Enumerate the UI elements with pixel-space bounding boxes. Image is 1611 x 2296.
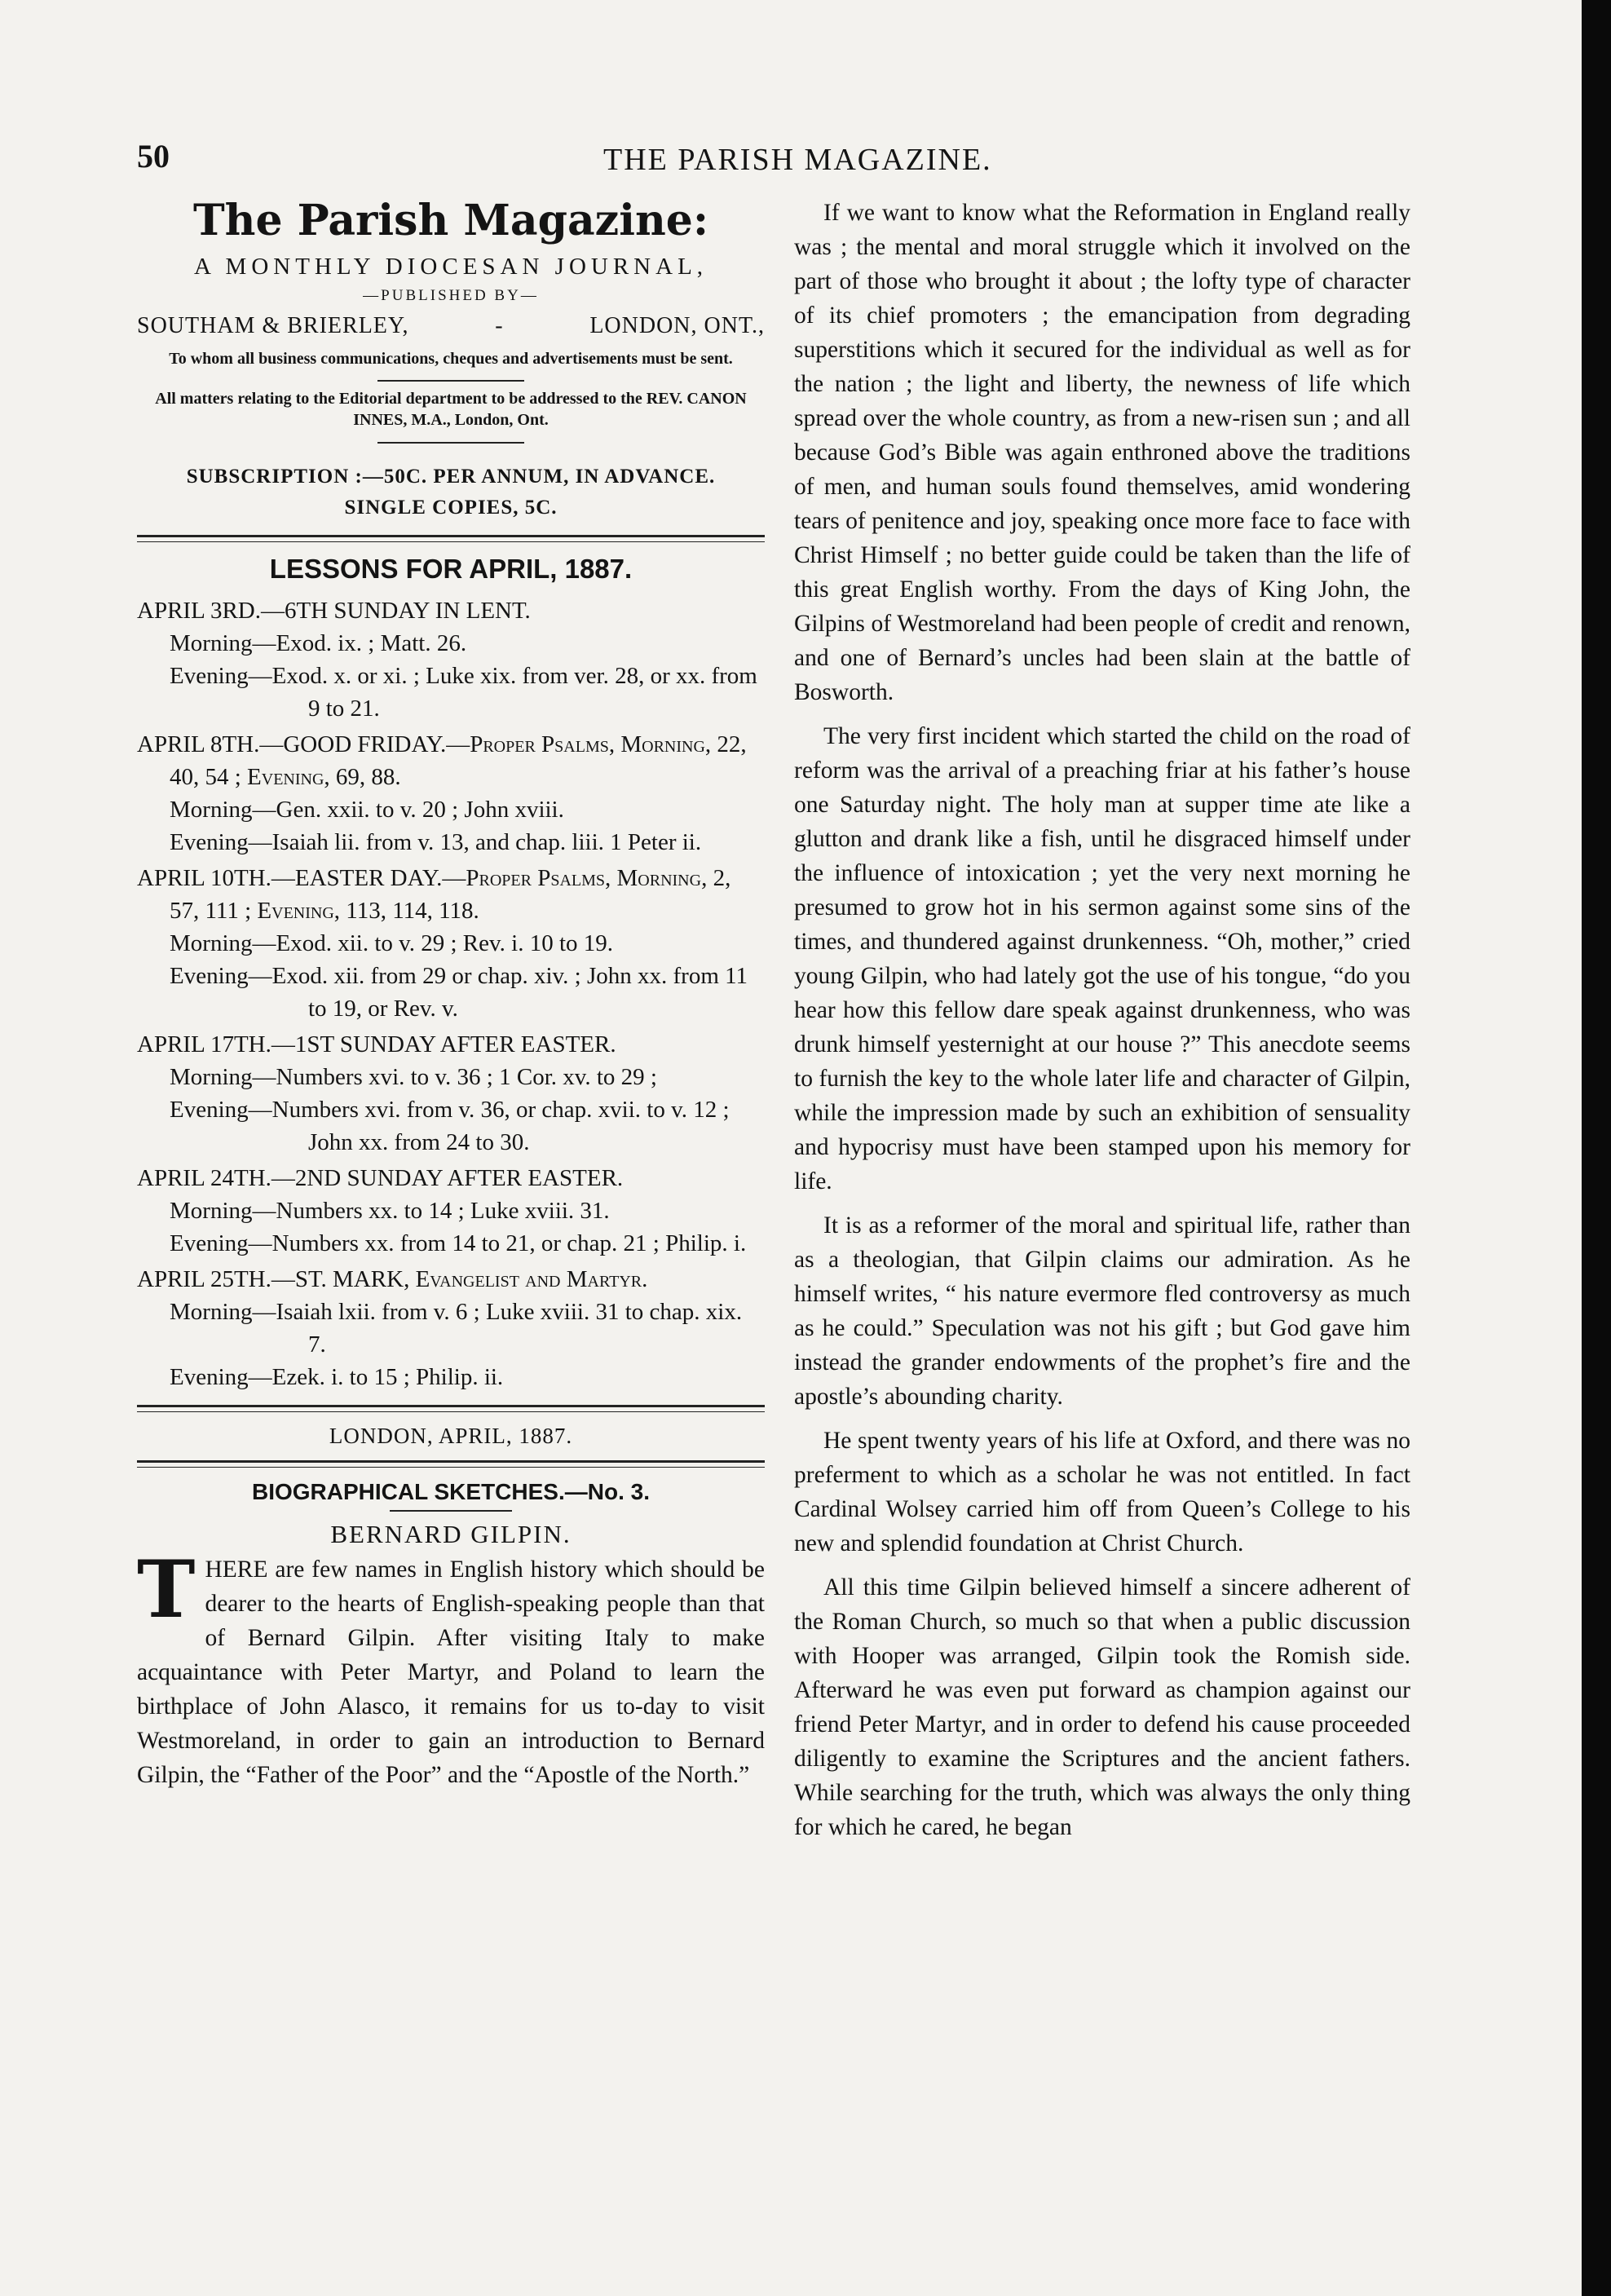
article-paragraph: He spent twenty years of his life at Oxford, and there was no preferment to which as a scholar he was not entitled. In fact Cardinal Wolsey carried him off from Queen’s College to his new and splendid foundation at Christ Church.	[794, 1428, 1410, 1556]
left-column	[137, 196, 765, 1792]
lesson-reading: Evening—Isaiah lii. from v. 13, and chap. liii. 1 Peter ii.	[170, 829, 702, 855]
lesson-reading: Evening—Numbers xvi. from v. 36, or chap. xvii. to v. 12 ; John xx. from 24 to 30.	[170, 1097, 730, 1155]
lessons-list	[137, 594, 765, 1393]
published-by: —PUBLISHED BY—	[363, 287, 539, 304]
lesson-entry	[137, 1162, 765, 1260]
article-paragraph: All this time Gilpin believed himself a sincere adherent of the Roman Church, so much so that when a public discussion with Hooper was arranged, Gilpin took the Romish side. Afterward he was even put forward as champion against our friend Peter Martyr, and in order to defend his cause proceeded diligently to examine the Scriptures and the ancient fathers. While searching for the truth, which was always the only thing for which he cared, he began	[794, 1574, 1410, 1840]
editorial-note: All matters relating to the Editorial department to be addressed to the REV. CANON INNES, M.A., London, Ont.	[155, 390, 747, 429]
lesson-entry	[137, 728, 765, 859]
article-paragraph: It is as a reformer of the moral and spiritual life, rather than as a theologian, that Gilpin claims our admiration. As he himself writes, “ his nature evermore fled controversy as much as he could.” Speculation was not his gift ; but God gave him instead the grander endowments of the prophet’s fire and the apostle’s abounding charity.	[794, 1212, 1410, 1410]
double-rule	[137, 1460, 765, 1468]
dropcap-initial: T	[137, 1543, 196, 1636]
subscription-price: SUBSCRIPTION :—50C. PER ANNUM, IN ADVANCE.	[186, 466, 716, 488]
sketch-title: BERNARD GILPIN.	[330, 1520, 572, 1548]
dateline: LONDON, APRIL, 1887.	[329, 1424, 573, 1448]
lesson-reading: Morning—Exod. ix. ; Matt. 26.	[170, 630, 467, 656]
subscription-block	[137, 461, 765, 523]
lesson-date: APRIL 24TH.—2ND SUNDAY AFTER EASTER.	[137, 1165, 624, 1191]
lesson-entry	[137, 862, 765, 1025]
sketch-heading: BIOGRAPHICAL SKETCHES.—No. 3.	[252, 1479, 650, 1504]
lesson-entry	[137, 594, 765, 725]
page-number: 50	[137, 138, 170, 174]
lesson-entry	[137, 1263, 765, 1393]
lesson-date: APRIL 8TH.—GOOD FRIDAY.—Proper Psalms, Morning, 22, 40, 54 ; Evening, 69, 88.	[137, 731, 747, 790]
publisher-separator: -	[495, 313, 504, 338]
lesson-reading: Evening—Numbers xx. from 14 to 21, or chap. 21 ; Philip. i.	[170, 1230, 747, 1256]
lesson-date: APRIL 10TH.—EASTER DAY.—Proper Psalms, Morning, 2, 57, 111 ; Evening, 113, 114, 118.	[137, 865, 731, 924]
double-rule	[137, 1405, 765, 1412]
lesson-entry	[137, 1028, 765, 1159]
lesson-reading: Evening—Ezek. i. to 15 ; Philip. ii.	[170, 1364, 504, 1390]
publisher-name: SOUTHAM & BRIERLEY,	[137, 313, 409, 338]
double-rule	[137, 535, 765, 542]
lesson-date: APRIL 17TH.—1ST SUNDAY AFTER EASTER.	[137, 1031, 616, 1057]
publisher-location: LONDON, ONT.,	[589, 313, 765, 338]
lesson-reading: Morning—Numbers xx. to 14 ; Luke xviii. 31.	[170, 1198, 610, 1224]
lesson-reading: Morning—Exod. xii. to v. 29 ; Rev. i. 10 to 19.	[170, 930, 614, 956]
lessons-heading: LESSONS FOR APRIL, 1887.	[269, 554, 633, 584]
lesson-reading: Morning—Gen. xxii. to v. 20 ; John xviii.	[170, 797, 564, 823]
lesson-date: APRIL 3RD.—6TH SUNDAY IN LENT.	[137, 598, 531, 624]
business-note: To whom all business communications, cheques and advertisements must be sent.	[169, 350, 733, 368]
lesson-reading: Evening—Exod. xii. from 29 or chap. xiv. ; John xx. from 11 to 19, or Rev. v.	[170, 963, 748, 1022]
sketch-intro-text: HERE are few names in English history which should be dearer to the hearts of English-speaking people than that of Bernard Gilpin. After visiting Italy to make acquaintance with Peter Martyr, and Poland to learn the birthplace of John Alasco, it remains for us to-day to visit Westmoreland, in order to gain an introduction to Bernard Gilpin, the “Father of the Poor” and the “Apostle of the North.”	[137, 1556, 765, 1788]
single-copy-price: SINGLE COPIES, 5C.	[344, 497, 558, 519]
lesson-reading: Evening—Exod. x. or xi. ; Luke xix. from ver. 28, or xx. from 9 to 21.	[170, 663, 757, 722]
sketch-intro	[137, 1543, 765, 1792]
scan-border	[1582, 0, 1611, 2296]
masthead-subtitle: A MONTHLY DIOCESAN JOURNAL,	[193, 254, 708, 280]
article-paragraph: If we want to know what the Reformation in England really was ; the mental and moral struggle which it involved on the part of those who brought it about ; the lofty type of character of its chief promoters ; the emancipation from degrading superstitions which it secured for the individual as well as for the nation ; the light and liberty, the newness of life which spread over the whole country, as from a new-risen sun ; and all because God’s Bible was again enthroned above the traditions of men, and human souls found themselves, amid wondering tears of penitence and joy, speaking once more face to face with Christ Himself ; no better guide could be taken than the life of this great English worthy. From the days of King John, the Gilpins of Westmoreland had been people of credit and renown, and one of Bernard’s uncles had been slain at the battle of Bosworth.	[794, 200, 1410, 705]
lesson-reading: Morning—Isaiah lxii. from v. 6 ; Luke xviii. 31 to chap. xix. 7.	[170, 1299, 743, 1358]
article-paragraph: The very first incident which started the child on the road of reform was the arrival of a preaching friar at his father’s house one Saturday night. The holy man at supper time ate like a glutton and drank like a fish, until he disgraced himself under the influence of intoxication ; yet the very next morning he presumed to grow hot in his sermon against some sins of the times, and thundered against drunkenness. “Oh, mother,” cried young Gilpin, who had lately got the use of his tongue, “do you hear how this fellow dare speak against drunkenness, who was drunk himself yesternight at our house ?” This anecdote seems to furnish the key to the whole later life and character of Gilpin, while the impression made by such an exhibition of sensuality and hypocrisy must have been stamped upon his memory for life.	[794, 723, 1410, 1194]
running-head: THE PARISH MAGAZINE.	[603, 143, 992, 177]
lesson-reading: Morning—Numbers xvi. to v. 36 ; 1 Cor. xv. to 29 ;	[170, 1064, 657, 1090]
publisher-row	[137, 313, 765, 339]
divider	[377, 442, 524, 444]
lesson-date: APRIL 25TH.—ST. MARK, Evangelist and Martyr.	[137, 1266, 648, 1292]
right-column	[794, 196, 1410, 1854]
divider	[390, 1510, 512, 1512]
divider	[377, 380, 524, 382]
masthead-title: The Parish Magazine:	[192, 196, 709, 245]
